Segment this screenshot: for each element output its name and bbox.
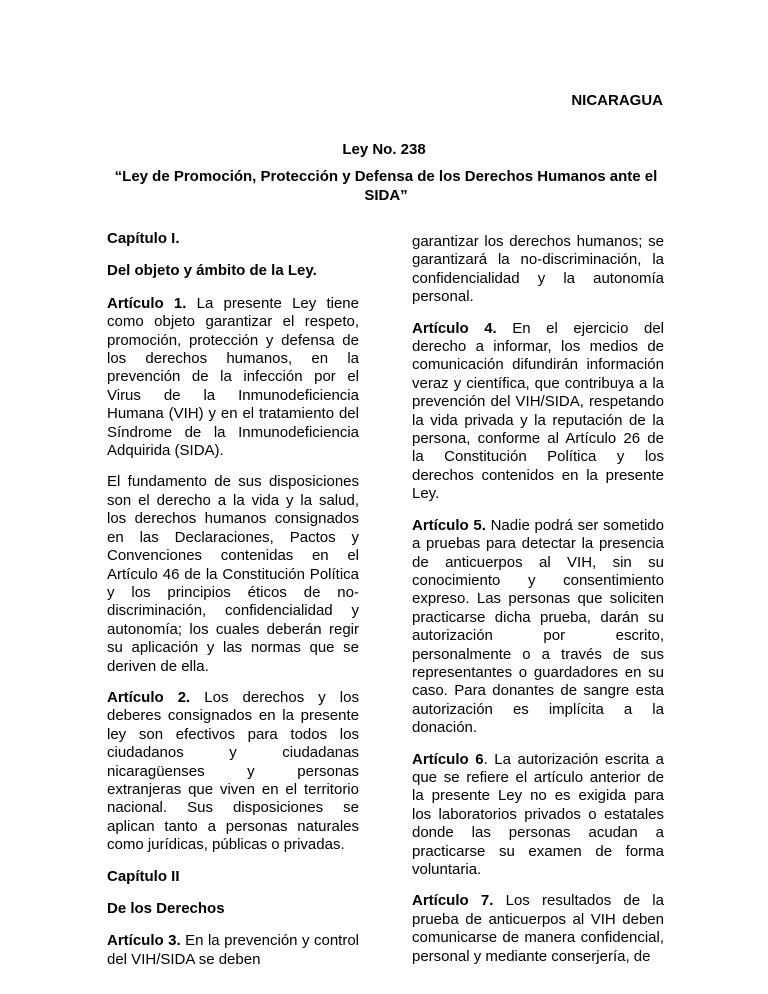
chapter-1-heading: Capítulo I. — [107, 230, 180, 247]
article-7-text: Los resultados de la prueba de anticuerpos al VIH deben comunicarse de manera confidencial, personal y mediante conserjería, de — [412, 892, 664, 965]
article-5-label: Artículo 5. — [412, 516, 486, 534]
document-country: NICARAGUA — [571, 92, 663, 109]
right-column — [412, 233, 664, 979]
chapter-2-title: De los Derechos — [107, 900, 225, 917]
chapter-2-heading: Capítulo II — [107, 867, 180, 885]
article-1 — [107, 295, 359, 461]
law-title: “Ley de Promoción, Protección y Defensa de los Derechos Humanos ante el SIDA” — [114, 168, 658, 204]
article-3-text: En la prevención y control del VIH/SIDA se deben — [107, 932, 359, 968]
article-1-label: Artículo 1. — [107, 294, 187, 312]
law-number: Ley No. 238 — [342, 141, 426, 158]
article-2 — [107, 689, 359, 855]
paragraph-fundamento: El fundamento de sus disposiciones son el derecho a la vida y la salud, los derechos humanos consignados en las Declaraciones, Pactos y Convenciones contenidas en el Artículo 46 de la Constitución Política y los principios éticos de no-discriminación, confidencialidad y autonomía; los cuales deberán regir su aplicación y las normas que se deriven de ella. — [107, 473, 359, 675]
article-7-label: Artículo 7. — [412, 892, 494, 910]
article-4-text: En el ejercicio del derecho a informar, los medios de comunicación difundirán información veraz y científica, que contribuya a la prevención del VIH/SIDA, respetando la vida privada y la reputación de la persona, conforme al Artículo 26 de la Constitución Política y los derechos contenidos en la presente Ley. — [412, 319, 664, 503]
article-6-text: . La autorización escrita a que se refiere el artículo anterior de la presente Ley no es exigida para los laboratorios privados o estatales donde las personas acudan a practicarse su examen de forma voluntaria. — [412, 750, 664, 878]
article-5 — [412, 517, 664, 738]
article-2-label: Artículo 2. — [107, 688, 191, 706]
article-2-text: Los derechos y los deberes consignados en la presente ley son efectivos para todos los ciudadanos y ciudadanas nicaragüenses y personas extranjeras que viven en el territorio nacional. Sus disposiciones se aplican tanto a personas naturales como jurídicas, públicas o privadas. — [107, 688, 359, 854]
article-7 — [412, 892, 664, 966]
article-3-label: Artículo 3. — [107, 932, 181, 950]
chapter-1-title: Del objeto y ámbito de la Ley. — [107, 262, 317, 280]
article-4-label: Artículo 4. — [412, 319, 497, 337]
article-6 — [412, 751, 664, 880]
article-4 — [412, 320, 664, 504]
article-3 — [107, 932, 359, 969]
article-6-label: Artículo 6 — [412, 750, 484, 768]
article-3-continued: garantizar los derechos humanos; se garantizará la no-discriminación, la confidencialidad y la autonomía personal. — [412, 233, 664, 306]
article-1-text: La presente Ley tiene como objeto garantizar el respeto, promoción, protección y defensa de los derechos humanos, en la prevención de la infección por el Virus de la Inmunodeficiencia Humana (VIH) y en el tratamiento del Síndrome de la Inmunodeficiencia Adquirida (SIDA). — [107, 294, 359, 460]
left-column — [107, 230, 359, 982]
article-5-text: Nadie podrá ser sometido a pruebas para detectar la presencia de anticuerpos al VIH, sin su conocimiento y consentimiento expreso. Las personas que soliciten practicarse dicha prueba, darán su autorización por escrito, personalmente o a través de sus representantes o guardadores en su caso. Para donantes de sangre esta autorización es implícita a la donación. — [412, 516, 664, 737]
